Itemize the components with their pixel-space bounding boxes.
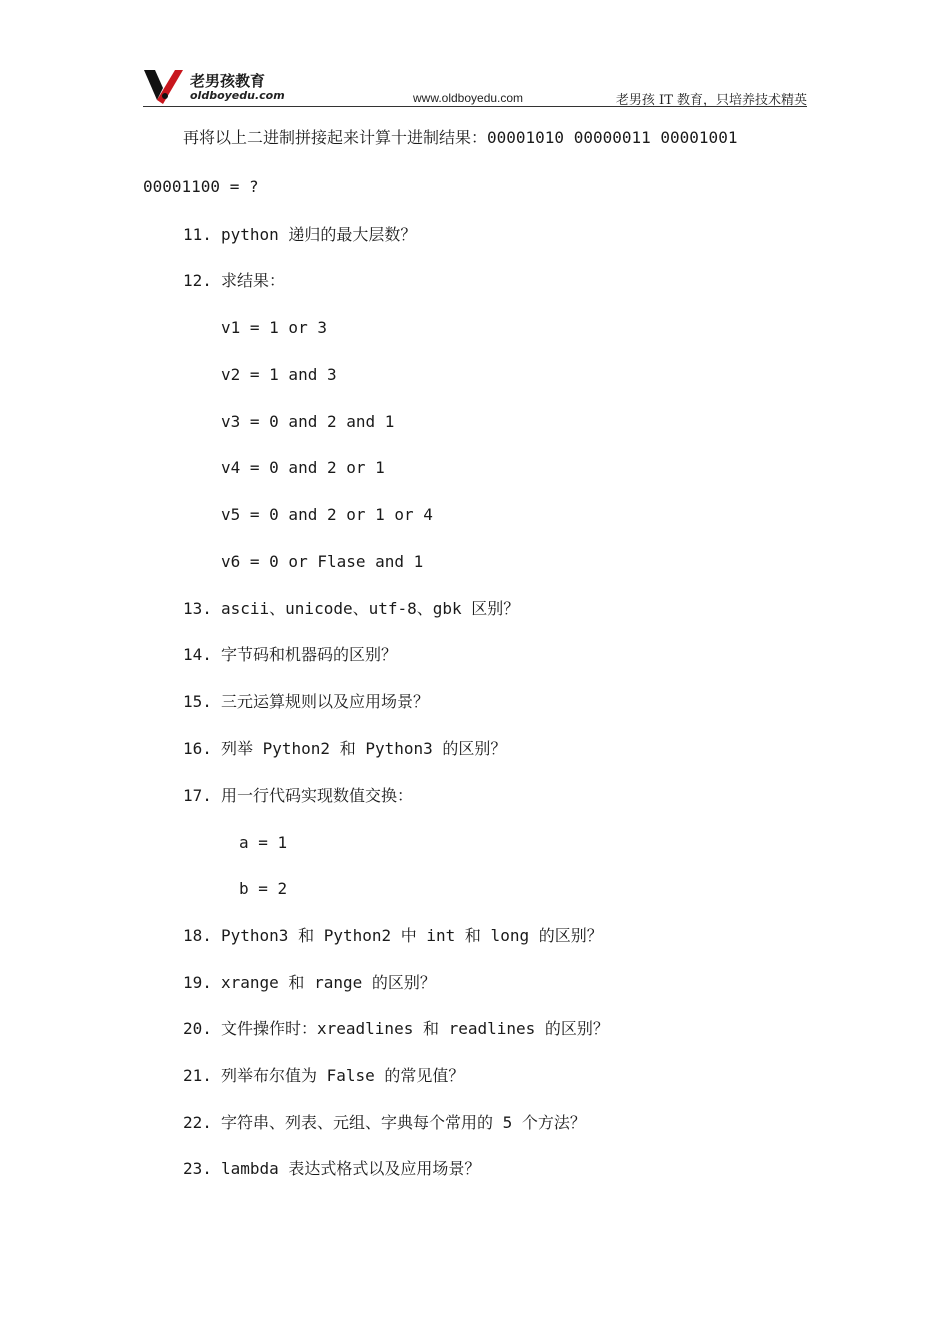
question-text: 字符串、列表、元组、字典每个常用的 5 个方法？	[221, 1113, 586, 1132]
question-number: 13.	[183, 599, 212, 618]
code-line-a: a = 1	[239, 833, 288, 852]
code-line-v6: v6 = 0 or Flase and 1	[221, 552, 424, 571]
question-number: 23.	[183, 1159, 212, 1178]
question-number: 22.	[183, 1113, 212, 1132]
question-number: 12.	[183, 271, 212, 290]
logo-english-text: oldboyedu.com	[190, 89, 285, 102]
code-line-v3: v3 = 0 and 2 and 1	[221, 412, 395, 431]
question-13	[183, 599, 519, 619]
code-line-v2: v2 = 1 and 3	[221, 365, 337, 384]
question-21	[183, 1066, 464, 1086]
question-number: 16.	[183, 739, 212, 758]
question-17	[183, 786, 413, 806]
question-number: 19.	[183, 973, 212, 992]
question-20	[183, 1019, 609, 1039]
question-number: 17.	[183, 786, 212, 805]
code-line-v4: v4 = 0 and 2 or 1	[221, 458, 385, 477]
question-text: ascii、unicode、utf-8、gbk 区别？	[221, 599, 520, 618]
question-text: 用一行代码实现数值交换：	[221, 786, 414, 805]
question-number: 14.	[183, 645, 212, 664]
question-14	[183, 645, 397, 665]
code-line-v1: v1 = 1 or 3	[221, 318, 327, 337]
logo-chinese-text: 老男孩教育	[190, 72, 266, 90]
code-line-b: b = 2	[239, 879, 288, 898]
code-line-v5: v5 = 0 and 2 or 1 or 4	[221, 505, 433, 524]
question-23	[183, 1159, 480, 1179]
question-number: 18.	[183, 926, 212, 945]
oldboy-logo	[143, 66, 283, 106]
logo-mark-icon	[143, 66, 191, 106]
question-number: 20.	[183, 1019, 212, 1038]
question-text: lambda 表达式格式以及应用场景？	[221, 1159, 481, 1178]
question-text: xrange 和 range 的区别？	[221, 973, 436, 992]
header-tagline: 老男孩 IT 教育，只培养技术精英	[615, 93, 807, 108]
question-text: 字节码和机器码的区别？	[221, 645, 398, 664]
question-number: 11.	[183, 225, 212, 244]
question-18	[183, 926, 603, 946]
question-text: 列举布尔值为 False 的常见值？	[221, 1066, 465, 1085]
question-text: Python3 和 Python2 中 int 和 long 的区别？	[221, 926, 603, 945]
question-16	[183, 739, 506, 759]
question-22	[183, 1113, 586, 1133]
question-text: 三元运算规则以及应用场景？	[221, 692, 430, 711]
question-number: 21.	[183, 1066, 212, 1085]
question-19	[183, 973, 436, 993]
page-header	[143, 62, 807, 110]
question-text: 文件操作时：xreadlines 和 readlines 的区别？	[221, 1019, 609, 1038]
question-11	[183, 225, 416, 245]
intro-line-1: 再将以上二进制拼接起来计算十进制结果：00001010 00000011 00001001	[183, 128, 738, 147]
intro-line-2: 00001100 = ?	[143, 177, 259, 196]
question-number: 15.	[183, 692, 212, 711]
question-15	[183, 692, 429, 712]
question-12	[183, 271, 285, 291]
question-text: 求结果：	[221, 271, 286, 290]
header-divider	[143, 106, 807, 107]
question-text: 列举 Python2 和 Python3 的区别？	[221, 739, 507, 758]
site-url: www.oldboyedu.com	[413, 91, 524, 105]
question-text: python 递归的最大层数？	[221, 225, 417, 244]
